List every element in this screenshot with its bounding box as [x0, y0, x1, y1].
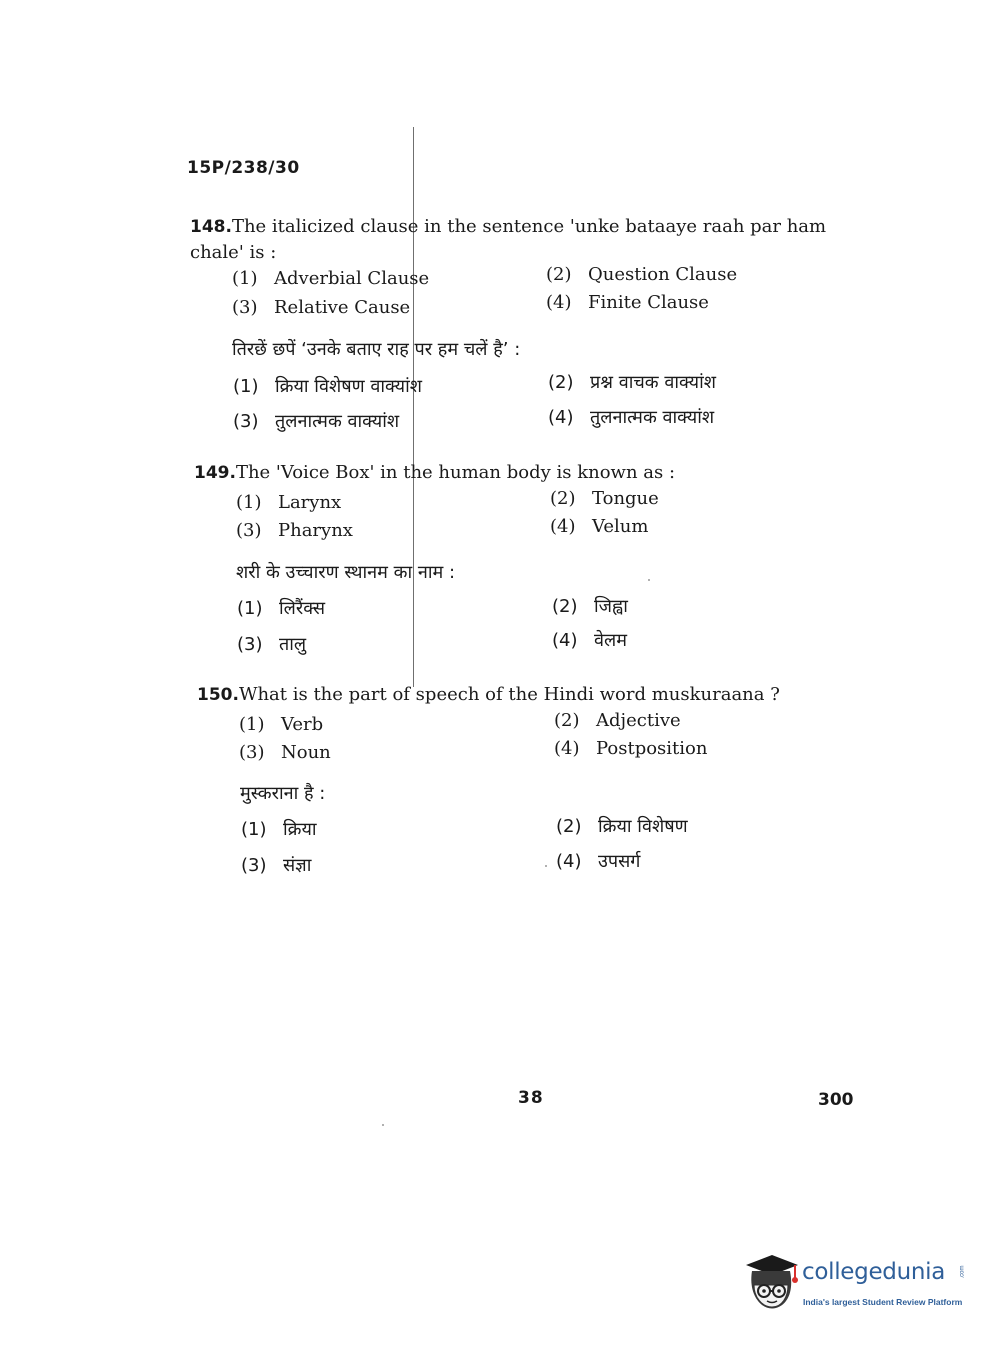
- scan-fold-line: [413, 127, 414, 687]
- option-1: (1) Larynx: [236, 492, 342, 513]
- question-149: [194, 460, 859, 486]
- option-4: (4) Velum: [550, 516, 649, 537]
- question-stem: What is the part of speech of the Hindi word muskuraana ?: [238, 684, 780, 705]
- footer-code: 300: [818, 1090, 854, 1110]
- hindi-option-4: (4) तुलनात्मक वाक्यांश: [548, 407, 715, 428]
- hindi-option-3: (3) तुलनात्मक वाक्यांश: [233, 411, 400, 432]
- hindi-option-4: (4) उपसर्ग: [556, 851, 641, 872]
- hindi-option-2: (2) क्रिया विशेषण: [556, 816, 688, 837]
- question-number: 150.: [197, 685, 239, 705]
- option-1: (1) Adverbial Clause: [232, 268, 430, 289]
- option-1: (1) Verb: [239, 714, 324, 735]
- option-4: (4) Finite Clause: [546, 292, 709, 313]
- question-number: 148.: [190, 217, 232, 237]
- brand-suffix: .com: [959, 1265, 966, 1279]
- paper-code: 15P/238/30: [187, 158, 300, 178]
- scan-speck: [545, 865, 547, 867]
- hindi-option-1: (1) क्रिया विशेषण वाक्यांश: [233, 376, 423, 397]
- hindi-option-4: (4) वेलम: [552, 630, 627, 651]
- option-4: (4) Postposition: [554, 738, 708, 759]
- option-2: (2) Adjective: [554, 710, 681, 731]
- collegedunia-logo: [742, 1253, 972, 1315]
- hindi-option-2: (2) जिह्वा: [552, 596, 628, 617]
- hindi-question-stem: शरी के उच्चारण स्थानम का नाम :: [236, 562, 456, 583]
- scan-speck: [648, 579, 650, 581]
- hindi-option-1: (1) लिरैंक्स: [237, 598, 326, 619]
- question-stem: The italicized clause in the sentence 'unke bataaye raah par ham chale' is :: [190, 216, 827, 263]
- hindi-option-1: (1) क्रिया: [241, 819, 317, 840]
- brand-tagline: India's largest Student Review Platform: [803, 1297, 963, 1307]
- question-150: [197, 682, 862, 708]
- brand-name: collegedunia: [802, 1259, 946, 1285]
- question-148: [190, 214, 855, 266]
- hindi-option-3: (3) तालु: [237, 634, 307, 655]
- scan-speck: [382, 1124, 384, 1126]
- option-3: (3) Relative Cause: [232, 297, 411, 318]
- hindi-question-stem: तिरछें छपें ‘उनके बताए राह पर हम चलें है’ :: [232, 339, 521, 360]
- option-3: (3) Pharynx: [236, 520, 353, 541]
- page-number: 38: [518, 1088, 544, 1108]
- hindi-question-stem: मुस्कराना है :: [240, 783, 326, 804]
- option-2: (2) Tongue: [550, 488, 659, 509]
- option-2: (2) Question Clause: [546, 264, 738, 285]
- mascot-icon: [742, 1253, 802, 1315]
- question-number: 149.: [194, 463, 236, 483]
- question-stem: The 'Voice Box' in the human body is known as :: [235, 462, 676, 483]
- option-3: (3) Noun: [239, 742, 331, 763]
- hindi-option-3: (3) संज्ञा: [241, 855, 312, 876]
- hindi-option-2: (2) प्रश्न वाचक वाक्यांश: [548, 372, 716, 393]
